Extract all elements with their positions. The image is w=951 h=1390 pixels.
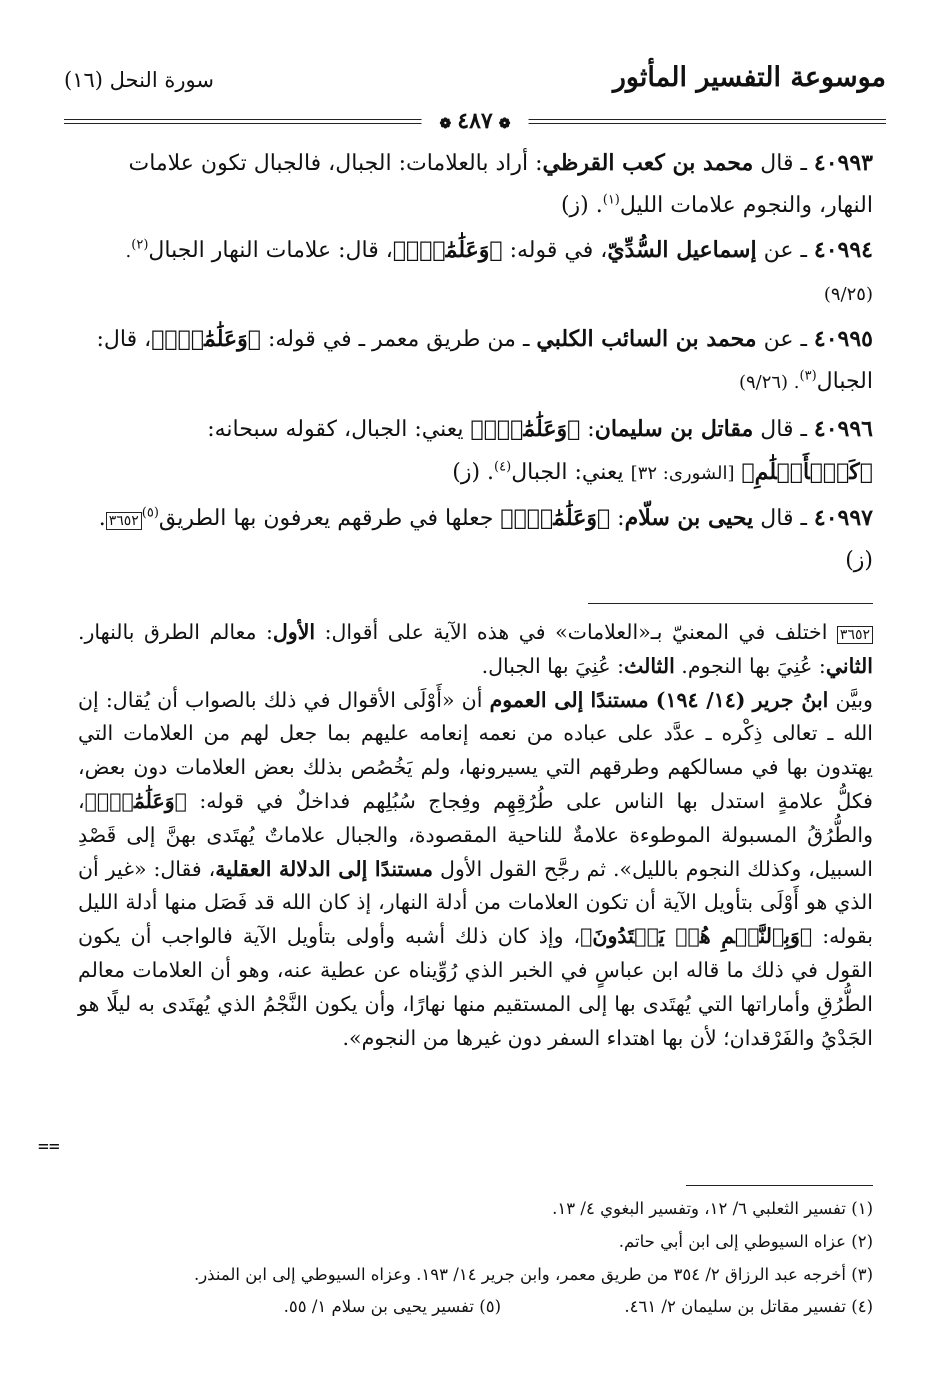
footnote: (٥) تفسير يحيى بن سلام ١/ ٥٥. [283,1297,501,1316]
quran-quote: ﴿وَعَلَٰمَٰتٍۚ﴾ [84,788,187,813]
footnote: (٣) أخرجه عبد الرزاق ٢/ ٣٥٤ من طريق معمر، وابن جرير ١٤/ ١٩٣. وعزاه السيوطي إلى ابن المنذر. [193,1265,873,1284]
footnote: (٤) تفسير مقاتل بن سليمان ٢/ ٤٦١. [624,1297,873,1316]
footnote-ref: (١) [602,192,620,208]
narrator-name: يحيى بن سلّام [624,505,754,531]
page-number: ❁ ٤٨٧ ❁ [422,108,529,134]
footnote: (١) تفسير الثعلبي ٦/ ١٢، وتفسير البغوي ٤/ ١٣. [552,1199,873,1218]
margin-mark: == [38,1136,60,1157]
narration-entry: ٤٠٩٩٦ ـ قال مقاتل بن سليمان: ﴿وَعَلَٰمَٰتٍۚ﴾ يعني: الجبال، كقوله سبحانه: ﴿كَٱلۡأَعۡلَٰمِ﴾ [الشورى: ٣٢] يعني: الجبال$^{(٤)}$. (ز) [207,416,873,485]
commentary-paragraph: وبيَّن ابنُ جرير (١٤/ ١٩٤) مستندًا إلى العموم أن «أَوْلَى الأقوال في ذلك بالصواب أن يُقال: إن الله ـ تعالى ذِكْره ـ عدَّد على عباده من نعمه إنعامه عليهم بما جعل لهم من العلامات التي يهتدون بها في مسالكهم وطرقهم التي يسيرونها، ولم يَخُصُص بذلك بعض العلامات دون بعض، فكلُّ علامةٍ استدل بها الناس على طُرُقِهِم وفِجاج سُبُلِهم فداخلٌ في قوله: ﴿وَعَلَٰمَٰتٍۚ﴾، والطُّرُقُ المسبولة الموطوءة علامةٌ للناحية المقصودة، والجبال علاماتٌ يُهتَدى بهنَّ إلى قَصْدِ السبيل، وكذلك النجوم بالليل». ثم رجَّح القول الأول مستندًا إلى الدلالة العقلية، فقال: «غير أن الذي هو أَوْلَى بتأويل الآية أن تكون العلامات من أدلة النهار، إذ كان الله قد فَصَل منها أدلة الليل بقوله: ﴿وَبِٱلنَّجۡمِ هُمۡ يَهۡتَدُونَ﴾، وإذ كان ذلك أشبه وأولى بتأويل الآية فالواجب أن يكون القول في ذلك ما قاله ابن عباسٍ في الخبر الذي رُوِّيناه عن عطية عنه، وهو أن العلامات معالم الطُّرُقِ وأماراتها التي يُهتَدى بها إلى المستقيم منها نهارًا، وأن يكون النَّجْمُ الذي يُهتَدى به ليلًا هو الجَدْيُ والفَرْقدان؛ لأن بها اهتداء السفر دون غيرها من النجوم». [78,687,873,1050]
book-title: موسوعة التفسير المأثور [612,62,886,93]
quran-quote: ﴿كَٱلۡأَعۡلَٰمِ﴾ [741,459,873,485]
quran-quote: ﴿وَعَلَٰمَٰتٍۚ﴾ [392,237,503,263]
narration-entry: ٤٠٩٩٥ ـ عن محمد بن السائب الكلبي ـ من طريق معمر ـ في قوله: ﴿وَعَلَٰمَٰتٍۚ﴾، قال: الجبال$^{(٣)}$. (٩/٢٦) [96,326,873,394]
narrator-name: إسماعيل السُّدِّيّ [607,237,757,263]
footnote-ref: (٥) [141,505,159,521]
quran-quote: ﴿وَعَلَٰمَٰتٍۚ﴾ [500,505,611,531]
commentary-ref-box: ٣٦٥٢ [106,512,142,530]
commentary-paragraph: ٣٦٥٢ اختلف في المعنيّ بـ«العلامات» في هذه الآية على أقوال: الأول: معالم الطرق بالنهار. الثاني: عُنِيَ بها النجوم. الثالث: عُنِيَ بها الجبال. [78,620,873,678]
header-rule [64,108,886,134]
commentary-number-box: ٣٦٥٢ [837,626,873,644]
commentary-block [78,616,873,1055]
surah-citation: [الشورى: ٣٢] [630,463,735,484]
footnote-divider [686,1185,873,1186]
narrator-name: محمد بن السائب الكلبي [536,326,757,352]
narration-entry: ٤٠٩٩٧ ـ قال يحيى بن سلّام: ﴿وَعَلَٰمَٰتٍۚ﴾ جعلها في طرقهم يعرفون بها الطريق$^{(٥)}$٣٦٥٢. (ز) [98,505,873,573]
surah-title: سورة النحل (١٦) [64,68,214,92]
footnote-ref: (٣) [799,368,817,384]
quran-quote: ﴿وَبِٱلنَّجۡمِ هُمۡ يَهۡتَدُونَ﴾ [580,924,813,949]
page-header [64,62,886,106]
quran-quote: ﴿وَعَلَٰمَٰتٍۚ﴾ [151,326,261,352]
footnote: (٢) عزاه السيوطي إلى ابن أبي حاتم. [618,1232,873,1251]
narrator-name: مقاتل بن سليمان [594,416,754,442]
quran-quote: ﴿وَعَلَٰمَٰتٍۚ﴾ [470,416,581,442]
narration-entry: ٤٠٩٩٤ ـ عن إسماعيل السُّدِّيّ، في قوله: ﴿وَعَلَٰمَٰتٍۚ﴾، قال: علامات النهار الجبال$^{(٢)}$. (٩/٢٥) [125,237,873,305]
narration-entry: ٤٠٩٩٣ ـ قال محمد بن كعب القرظي: أراد بالعلامات: الجبال، فالجبال تكون علامات النهار، والنجوم علامات الليل$^{(١)}$. (ز) [128,150,873,218]
footnote-ref: (٢) [131,237,149,253]
section-divider [588,603,873,604]
footnote-ref: (٤) [494,459,512,475]
narrator-name: محمد بن كعب القرظي [542,150,754,176]
